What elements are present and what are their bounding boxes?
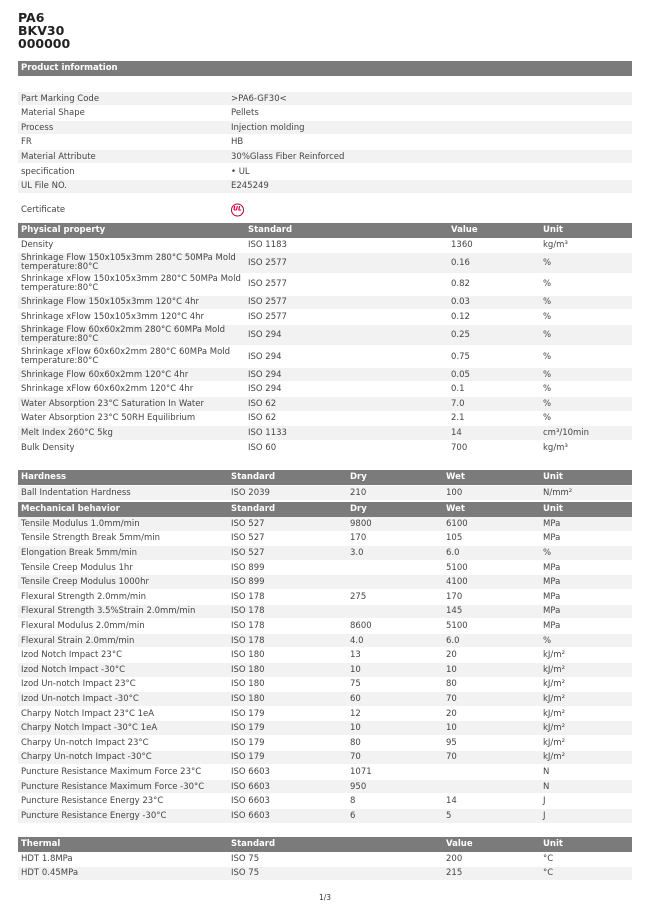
physical-row <box>18 238 632 252</box>
cell-dry: 75 <box>350 679 361 690</box>
header-value: Value <box>446 839 473 849</box>
certificate-row <box>18 201 632 218</box>
cell-dry: 10 <box>350 723 361 734</box>
cell-dry: 1071 <box>350 766 372 777</box>
mechanical-row <box>18 517 632 531</box>
cell-standard: ISO 62 <box>248 398 277 409</box>
product-family: PA6 <box>18 10 45 25</box>
cell-name: Shrinkage Flow 150x105x3mm 120°C 4hr <box>21 297 200 308</box>
cell-standard: ISO 2577 <box>248 297 287 308</box>
row-value: HB <box>231 137 244 148</box>
cell-standard: ISO 179 <box>231 737 265 748</box>
cell-wet: 70 <box>446 693 457 704</box>
cell-name: Flexural Strength 2.0mm/min <box>21 591 146 602</box>
cell-wet: 5 <box>446 810 452 821</box>
header-standard: Standard <box>248 225 293 235</box>
mechanical-row <box>18 751 632 765</box>
cell-standard: ISO 178 <box>231 591 265 602</box>
cell-value: 7.0 <box>451 398 465 409</box>
thermal-row <box>18 852 632 866</box>
mechanical-row <box>18 648 632 662</box>
cell-name: Shrinkage xFlow 150x105x3mm 120°C 4hr <box>21 311 205 322</box>
header-unit: Unit <box>543 839 563 849</box>
mechanical-row <box>18 605 632 619</box>
cell-unit: % <box>543 413 552 424</box>
physical-row <box>18 397 632 411</box>
cell-name: Tensile Creep Modulus 1hr <box>21 562 133 573</box>
section-header-mechanical <box>18 502 632 517</box>
certificate-label: Certificate <box>21 204 66 215</box>
cell-standard: ISO 180 <box>231 693 265 704</box>
header-wet: Wet <box>446 472 465 482</box>
cell-unit: cm³/10min <box>543 427 590 438</box>
physical-row <box>18 368 632 382</box>
row-label: specification <box>21 166 75 177</box>
physical-row <box>18 253 632 274</box>
product-info-row <box>18 121 632 134</box>
cell-name: Izod Notch Impact -30°C <box>21 664 126 675</box>
header-wet: Wet <box>446 504 465 514</box>
row-label: UL File NO. <box>21 181 67 192</box>
cell-wet: 95 <box>446 737 457 748</box>
cell-value: 14 <box>451 427 462 438</box>
cell-dry: 9800 <box>350 518 372 529</box>
cell-unit: J <box>543 810 546 821</box>
cell-name: Charpy Un-notch Impact 23°C <box>21 737 149 748</box>
cell-value: 0.16 <box>451 257 470 268</box>
mechanical-row <box>18 809 632 823</box>
cell-value: 200 <box>446 853 463 864</box>
header-name: Thermal <box>21 839 61 849</box>
mechanical-row <box>18 532 632 546</box>
cell-name: HDT 0.45MPa <box>21 868 79 879</box>
cell-dry: 210 <box>350 487 367 498</box>
cell-unit: % <box>543 279 552 290</box>
cell-standard: ISO 180 <box>231 650 265 661</box>
mechanical-row <box>18 546 632 560</box>
cell-unit: kJ/m² <box>543 708 565 719</box>
cell-standard: ISO 178 <box>231 606 265 617</box>
cell-dry: 80 <box>350 737 361 748</box>
cell-unit: MPa <box>543 620 561 631</box>
cell-standard: ISO 6603 <box>231 810 270 821</box>
cell-name: Puncture Resistance Maximum Force 23°C <box>21 766 202 777</box>
mechanical-row <box>18 765 632 779</box>
mechanical-row <box>18 736 632 750</box>
cell-wet: 105 <box>446 533 463 544</box>
cell-unit: kJ/m² <box>543 679 565 690</box>
cell-dry: 8 <box>350 796 356 807</box>
cell-unit: % <box>543 351 552 362</box>
cell-standard: ISO 6603 <box>231 766 270 777</box>
cell-unit: % <box>543 330 552 341</box>
cell-name: Shrinkage xFlow 60x60x2mm 120°C 4hr <box>21 384 194 395</box>
cell-name: Izod Un-notch Impact -30°C <box>21 693 139 704</box>
cell-standard: ISO 6603 <box>231 781 270 792</box>
cell-name: Puncture Resistance Energy 23°C <box>21 796 164 807</box>
cell-name: Charpy Notch Impact -30°C 1eA <box>21 723 158 734</box>
section-header-hardness <box>18 470 632 485</box>
section-header-product-information <box>18 61 632 76</box>
cell-unit: kJ/m² <box>543 693 565 704</box>
physical-row <box>18 426 632 440</box>
cell-unit: kJ/m² <box>543 752 565 763</box>
row-value: • UL <box>231 166 250 177</box>
cell-unit: kJ/m² <box>543 737 565 748</box>
cell-unit: % <box>543 547 552 558</box>
cell-value: 2.1 <box>451 413 465 424</box>
page-number: 1/3 <box>318 893 332 902</box>
cell-standard: ISO 294 <box>248 369 282 380</box>
cell-name: Density <box>21 239 54 250</box>
header-unit: Unit <box>543 504 563 514</box>
section-header-physical <box>18 223 632 238</box>
mechanical-row <box>18 721 632 735</box>
cell-standard: ISO 179 <box>231 708 265 719</box>
cell-standard: ISO 60 <box>248 442 277 453</box>
product-grade: BKV30 <box>18 23 65 38</box>
product-info-row <box>18 92 632 105</box>
cell-dry: 70 <box>350 752 361 763</box>
product-info-row <box>18 136 632 149</box>
section-title: Product information <box>21 63 118 73</box>
cell-name: Puncture Resistance Energy -30°C <box>21 810 167 821</box>
cell-standard: ISO 178 <box>231 620 265 631</box>
header-unit: Unit <box>543 472 563 482</box>
physical-row <box>18 296 632 310</box>
cell-wet: 10 <box>446 664 457 675</box>
cell-unit: kJ/m² <box>543 723 565 734</box>
cell-standard: ISO 75 <box>231 868 260 879</box>
header-value: Value <box>451 225 478 235</box>
mechanical-row <box>18 634 632 648</box>
cell-unit: % <box>543 398 552 409</box>
cell-wet: 5100 <box>446 562 468 573</box>
cell-name: Flexural Strain 2.0mm/min <box>21 635 135 646</box>
cell-dry: 10 <box>350 664 361 675</box>
cell-wet: 80 <box>446 679 457 690</box>
cell-name: Water Absorption 23°C 50RH Equilibrium <box>21 413 196 424</box>
header-name: Hardness <box>21 472 67 482</box>
cell-name: Water Absorption 23°C Saturation In Water <box>21 398 204 409</box>
cell-wet: 6.0 <box>446 547 460 558</box>
ul-mark-icon: UL <box>231 203 244 216</box>
thermal-row <box>18 867 632 881</box>
cell-wet: 10 <box>446 723 457 734</box>
cell-wet: 145 <box>446 606 463 617</box>
mechanical-row <box>18 619 632 633</box>
cell-standard: ISO 2577 <box>248 311 287 322</box>
mechanical-row <box>18 794 632 808</box>
cell-name: Izod Un-notch Impact 23°C <box>21 679 136 690</box>
cell-wet: 5100 <box>446 620 468 631</box>
hardness-row <box>18 486 632 500</box>
cell-value: 0.25 <box>451 330 470 341</box>
mechanical-row <box>18 707 632 721</box>
cell-standard: ISO 2577 <box>248 279 287 290</box>
cell-standard: ISO 75 <box>231 853 260 864</box>
cell-unit: kJ/m² <box>543 650 565 661</box>
cell-unit: J <box>543 796 546 807</box>
mechanical-row <box>18 561 632 575</box>
cell-unit: kg/m³ <box>543 239 568 250</box>
cell-unit: MPa <box>543 577 561 588</box>
cell-unit: N/mm² <box>543 487 573 498</box>
cell-unit: kg/m³ <box>543 442 568 453</box>
cell-standard: ISO 62 <box>248 413 277 424</box>
cell-dry: 8600 <box>350 620 372 631</box>
cell-name: Charpy Notch Impact 23°C 1eA <box>21 708 155 719</box>
cell-unit: MPa <box>543 533 561 544</box>
cell-standard: ISO 2577 <box>248 257 287 268</box>
cell-standard: ISO 899 <box>231 577 265 588</box>
cell-dry: 170 <box>350 533 367 544</box>
cell-value: 700 <box>451 442 468 453</box>
cell-unit: MPa <box>543 518 561 529</box>
cell-dry: 4.0 <box>350 635 364 646</box>
cell-name: Tensile Strength Break 5mm/min <box>21 533 160 544</box>
mechanical-row <box>18 678 632 692</box>
cell-standard: ISO 1133 <box>248 427 287 438</box>
row-label: FR <box>21 137 32 148</box>
cell-unit: kJ/m² <box>543 664 565 675</box>
cell-dry: 6 <box>350 810 356 821</box>
cell-unit: % <box>543 635 552 646</box>
cell-value: 0.05 <box>451 369 470 380</box>
cell-wet: 20 <box>446 650 457 661</box>
cell-dry: 12 <box>350 708 361 719</box>
cell-standard: ISO 178 <box>231 635 265 646</box>
cell-wet: 14 <box>446 796 457 807</box>
cell-name: Flexural Modulus 2.0mm/min <box>21 620 145 631</box>
cell-unit: °C <box>543 853 554 864</box>
header-unit: Unit <box>543 225 563 235</box>
row-label: Process <box>21 122 54 133</box>
cell-dry: 60 <box>350 693 361 704</box>
cell-unit: % <box>543 311 552 322</box>
cell-unit: MPa <box>543 591 561 602</box>
cell-unit: N <box>543 781 550 792</box>
cell-wet: 6.0 <box>446 635 460 646</box>
document-title <box>18 11 70 50</box>
cell-standard: ISO 527 <box>231 533 265 544</box>
cell-name: Elongation Break 5mm/min <box>21 547 137 558</box>
cell-name: Izod Notch Impact 23°C <box>21 650 123 661</box>
cell-standard: ISO 527 <box>231 547 265 558</box>
cell-name: Shrinkage xFlow 150x105x3mm 280°C 50MPa Mold temperature:80°C <box>21 274 241 294</box>
product-info-row <box>18 180 632 193</box>
cell-name: Shrinkage xFlow 60x60x2mm 280°C 60MPa Mold temperature:80°C <box>21 346 231 366</box>
physical-row <box>18 441 632 455</box>
cell-name: Puncture Resistance Maximum Force -30°C <box>21 781 205 792</box>
header-standard: Standard <box>231 472 276 482</box>
header-standard: Standard <box>231 504 276 514</box>
cell-dry: 950 <box>350 781 367 792</box>
cell-wet: 6100 <box>446 518 468 529</box>
row-label: Part Marking Code <box>21 93 100 104</box>
header-dry: Dry <box>350 472 367 482</box>
cell-standard: ISO 899 <box>231 562 265 573</box>
cell-standard: ISO 2039 <box>231 487 270 498</box>
cell-value: 0.75 <box>451 351 470 362</box>
header-name: Mechanical behavior <box>21 504 120 514</box>
cell-standard: ISO 179 <box>231 752 265 763</box>
cell-unit: MPa <box>543 606 561 617</box>
physical-row <box>18 346 632 367</box>
cell-standard: ISO 180 <box>231 664 265 675</box>
header-standard: Standard <box>231 839 276 849</box>
product-info-row <box>18 107 632 120</box>
cell-name: HDT 1.8MPa <box>21 853 73 864</box>
cell-wet: 170 <box>446 591 463 602</box>
row-value: E245249 <box>231 181 269 192</box>
row-value: >PA6-GF30< <box>231 93 287 104</box>
cell-name: Shrinkage Flow 60x60x2mm 280°C 60MPa Mold temperature:80°C <box>21 325 226 345</box>
cell-unit: % <box>543 384 552 395</box>
cell-value: 0.03 <box>451 297 470 308</box>
cell-name: Tensile Modulus 1.0mm/min <box>21 518 140 529</box>
cell-unit: % <box>543 297 552 308</box>
physical-row <box>18 325 632 346</box>
cell-standard: ISO 180 <box>231 679 265 690</box>
cell-dry: 3.0 <box>350 547 364 558</box>
physical-row <box>18 412 632 426</box>
cell-value: 0.12 <box>451 311 470 322</box>
cell-name: Charpy Un-notch Impact -30°C <box>21 752 152 763</box>
cell-standard: ISO 6603 <box>231 796 270 807</box>
cell-dry: 13 <box>350 650 361 661</box>
row-value: Injection molding <box>231 122 305 133</box>
cell-unit: N <box>543 766 550 777</box>
mechanical-row <box>18 663 632 677</box>
product-info-row <box>18 165 632 178</box>
cell-wet: 70 <box>446 752 457 763</box>
row-value: Pellets <box>231 108 259 119</box>
row-label: Material Attribute <box>21 151 96 162</box>
cell-standard: ISO 294 <box>248 384 282 395</box>
cell-name: Shrinkage Flow 150x105x3mm 280°C 50MPa Mold temperature:80°C <box>21 252 236 272</box>
cell-value: 0.1 <box>451 384 465 395</box>
header-dry: Dry <box>350 504 367 514</box>
cell-name: Flexural Strength 3.5%Strain 2.0mm/min <box>21 606 196 617</box>
cell-name: Melt Index 260°C 5kg <box>21 427 113 438</box>
cell-value: 215 <box>446 868 463 879</box>
cell-name: Shrinkage Flow 60x60x2mm 120°C 4hr <box>21 369 189 380</box>
header-name: Physical property <box>21 225 106 235</box>
cell-name: Bulk Density <box>21 442 75 453</box>
cell-wet: 20 <box>446 708 457 719</box>
cell-name: Tensile Creep Modulus 1000hr <box>21 577 149 588</box>
physical-row <box>18 382 632 396</box>
cell-name: Ball Indentation Hardness <box>21 487 131 498</box>
cell-value: 1360 <box>451 239 473 250</box>
cell-standard: ISO 527 <box>231 518 265 529</box>
cell-standard: ISO 294 <box>248 330 282 341</box>
cell-unit: % <box>543 257 552 268</box>
cell-wet: 4100 <box>446 577 468 588</box>
row-value: 30%Glass Fiber Reinforced <box>231 151 345 162</box>
cell-dry: 275 <box>350 591 367 602</box>
physical-row <box>18 310 632 324</box>
product-info-row <box>18 150 632 163</box>
mechanical-row <box>18 780 632 794</box>
row-label: Material Shape <box>21 108 85 119</box>
section-header-thermal <box>18 837 632 852</box>
cell-unit: % <box>543 369 552 380</box>
cell-standard: ISO 1183 <box>248 239 287 250</box>
mechanical-row <box>18 575 632 589</box>
cell-unit: °C <box>543 868 554 879</box>
cell-value: 0.82 <box>451 279 470 290</box>
mechanical-row <box>18 590 632 604</box>
physical-row <box>18 274 632 295</box>
cell-standard: ISO 294 <box>248 351 282 362</box>
cell-unit: MPa <box>543 562 561 573</box>
cell-wet: 100 <box>446 487 463 498</box>
product-code: 000000 <box>18 36 71 51</box>
mechanical-row <box>18 692 632 706</box>
cell-standard: ISO 179 <box>231 723 265 734</box>
